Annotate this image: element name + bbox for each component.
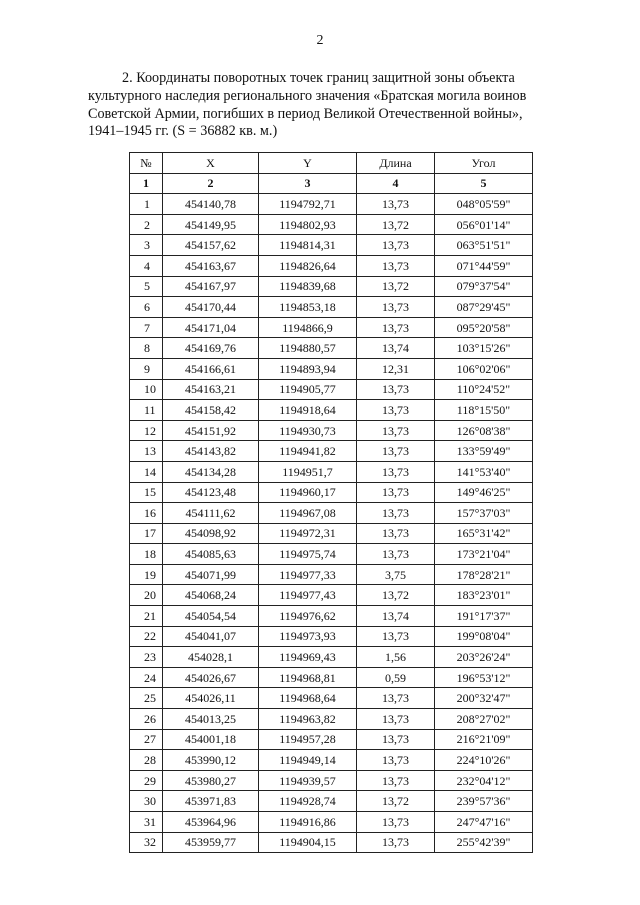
table-row (130, 338, 533, 359)
x-cell: 454098,92 (163, 523, 259, 544)
header-number: № (130, 153, 163, 174)
table-row (130, 214, 533, 235)
point-number-cell: 3 (130, 235, 163, 256)
length-cell: 13,72 (357, 276, 435, 297)
x-cell: 454054,54 (163, 606, 259, 627)
heading-line: Советской Армии, погибших в период Великой Отечественной войны», (88, 105, 523, 122)
length-cell: 13,74 (357, 338, 435, 359)
point-number-cell: 26 (130, 709, 163, 730)
table-row (130, 441, 533, 462)
table-row (130, 791, 533, 812)
length-cell: 13,73 (357, 482, 435, 503)
angle-cell: 141°53'40" (435, 461, 533, 482)
document-heading (88, 70, 580, 141)
table-row (130, 544, 533, 565)
x-cell: 454068,24 (163, 585, 259, 606)
x-cell: 453980,27 (163, 770, 259, 791)
x-cell: 454013,25 (163, 709, 259, 730)
angle-cell: 056°01'14" (435, 214, 533, 235)
x-cell: 453959,77 (163, 832, 259, 853)
point-number-cell: 28 (130, 750, 163, 771)
x-cell: 454166,61 (163, 358, 259, 379)
y-cell: 1194968,64 (259, 688, 357, 709)
y-cell: 1194928,74 (259, 791, 357, 812)
table-row (130, 358, 533, 379)
table-row (130, 647, 533, 668)
length-cell: 13,73 (357, 255, 435, 276)
point-number-cell: 7 (130, 317, 163, 338)
x-cell: 454158,42 (163, 400, 259, 421)
length-cell: 13,73 (357, 523, 435, 544)
angle-cell: 087°29'45" (435, 297, 533, 318)
length-cell: 13,73 (357, 379, 435, 400)
point-number-cell: 5 (130, 276, 163, 297)
point-number-cell: 8 (130, 338, 163, 359)
x-cell: 454163,67 (163, 255, 259, 276)
x-cell: 453990,12 (163, 750, 259, 771)
point-number-cell: 19 (130, 564, 163, 585)
angle-cell: 079°37'54" (435, 276, 533, 297)
table-row (130, 564, 533, 585)
y-cell: 1194957,28 (259, 729, 357, 750)
angle-cell: 110°24'52" (435, 379, 533, 400)
angle-cell: 200°32'47" (435, 688, 533, 709)
column-number: 5 (435, 173, 533, 194)
x-cell: 454123,48 (163, 482, 259, 503)
y-cell: 1194916,86 (259, 812, 357, 833)
x-cell: 454071,99 (163, 564, 259, 585)
point-number-cell: 22 (130, 626, 163, 647)
length-cell: 13,73 (357, 420, 435, 441)
point-number-cell: 2 (130, 214, 163, 235)
angle-cell: 224°10'26" (435, 750, 533, 771)
angle-cell: 103°15'26" (435, 338, 533, 359)
length-cell: 13,73 (357, 441, 435, 462)
table-header-row (130, 153, 533, 174)
heading-line: 2. Координаты поворотных точек границ защитной зоны объекта (122, 70, 515, 86)
point-number-cell: 17 (130, 523, 163, 544)
length-cell: 13,73 (357, 461, 435, 482)
header-x: X (163, 153, 259, 174)
point-number-cell: 11 (130, 400, 163, 421)
x-cell: 454170,44 (163, 297, 259, 318)
y-cell: 1194977,33 (259, 564, 357, 585)
table-row (130, 832, 533, 853)
length-cell: 13,72 (357, 791, 435, 812)
x-cell: 454026,11 (163, 688, 259, 709)
length-cell: 13,73 (357, 709, 435, 730)
angle-cell: 165°31'42" (435, 523, 533, 544)
point-number-cell: 25 (130, 688, 163, 709)
length-cell: 13,73 (357, 317, 435, 338)
table-row (130, 235, 533, 256)
point-number-cell: 24 (130, 667, 163, 688)
length-cell: 13,73 (357, 194, 435, 215)
angle-cell: 157°37'03" (435, 503, 533, 524)
angle-cell: 095°20'58" (435, 317, 533, 338)
angle-cell: 071°44'59" (435, 255, 533, 276)
angle-cell: 216°21'09" (435, 729, 533, 750)
column-number: 2 (163, 173, 259, 194)
y-cell: 1194951,7 (259, 461, 357, 482)
coordinates-table (129, 152, 533, 853)
length-cell: 13,73 (357, 770, 435, 791)
x-cell: 454001,18 (163, 729, 259, 750)
length-cell: 13,74 (357, 606, 435, 627)
length-cell: 3,75 (357, 564, 435, 585)
y-cell: 1194802,93 (259, 214, 357, 235)
angle-cell: 063°51'51" (435, 235, 533, 256)
length-cell: 13,73 (357, 503, 435, 524)
table-row (130, 606, 533, 627)
table-row (130, 276, 533, 297)
point-number-cell: 18 (130, 544, 163, 565)
angle-cell: 247°47'16" (435, 812, 533, 833)
length-cell: 1,56 (357, 647, 435, 668)
point-number-cell: 16 (130, 503, 163, 524)
table-row (130, 503, 533, 524)
x-cell: 454149,95 (163, 214, 259, 235)
x-cell: 453971,83 (163, 791, 259, 812)
angle-cell: 173°21'04" (435, 544, 533, 565)
header-length: Длина (357, 153, 435, 174)
x-cell: 454163,21 (163, 379, 259, 400)
point-number-cell: 12 (130, 420, 163, 441)
table-row (130, 420, 533, 441)
length-cell: 12,31 (357, 358, 435, 379)
angle-cell: 126°08'38" (435, 420, 533, 441)
y-cell: 1194941,82 (259, 441, 357, 462)
column-number: 1 (130, 173, 163, 194)
point-number-cell: 31 (130, 812, 163, 833)
point-number-cell: 10 (130, 379, 163, 400)
table-row (130, 688, 533, 709)
y-cell: 1194930,73 (259, 420, 357, 441)
point-number-cell: 27 (130, 729, 163, 750)
length-cell: 13,73 (357, 832, 435, 853)
table-row (130, 770, 533, 791)
angle-cell: 149°46'25" (435, 482, 533, 503)
table-row (130, 255, 533, 276)
point-number-cell: 15 (130, 482, 163, 503)
angle-cell: 199°08'04" (435, 626, 533, 647)
length-cell: 13,73 (357, 688, 435, 709)
y-cell: 1194975,74 (259, 544, 357, 565)
length-cell: 13,72 (357, 214, 435, 235)
y-cell: 1194960,17 (259, 482, 357, 503)
angle-cell: 203°26'24" (435, 647, 533, 668)
heading-line: культурного наследия регионального значения «Братская могила воинов (88, 87, 527, 104)
column-number-row (130, 173, 533, 194)
x-cell: 454151,92 (163, 420, 259, 441)
table-row (130, 194, 533, 215)
y-cell: 1194939,57 (259, 770, 357, 791)
length-cell: 0,59 (357, 667, 435, 688)
y-cell: 1194918,64 (259, 400, 357, 421)
y-cell: 1194853,18 (259, 297, 357, 318)
column-number: 3 (259, 173, 357, 194)
y-cell: 1194905,77 (259, 379, 357, 400)
point-number-cell: 20 (130, 585, 163, 606)
table-row (130, 729, 533, 750)
table-row (130, 626, 533, 647)
point-number-cell: 1 (130, 194, 163, 215)
table-row (130, 709, 533, 730)
y-cell: 1194967,08 (259, 503, 357, 524)
y-cell: 1194904,15 (259, 832, 357, 853)
point-number-cell: 30 (130, 791, 163, 812)
length-cell: 13,73 (357, 750, 435, 771)
table-row (130, 317, 533, 338)
angle-cell: 255°42'39" (435, 832, 533, 853)
table-row (130, 379, 533, 400)
y-cell: 1194826,64 (259, 255, 357, 276)
x-cell: 454157,62 (163, 235, 259, 256)
y-cell: 1194976,62 (259, 606, 357, 627)
angle-cell: 178°28'21" (435, 564, 533, 585)
x-cell: 454028,1 (163, 647, 259, 668)
x-cell: 454171,04 (163, 317, 259, 338)
point-number-cell: 23 (130, 647, 163, 668)
point-number-cell: 32 (130, 832, 163, 853)
angle-cell: 191°17'37" (435, 606, 533, 627)
x-cell: 454111,62 (163, 503, 259, 524)
y-cell: 1194893,94 (259, 358, 357, 379)
point-number-cell: 9 (130, 358, 163, 379)
length-cell: 13,73 (357, 235, 435, 256)
length-cell: 13,73 (357, 297, 435, 318)
angle-cell: 048°05'59" (435, 194, 533, 215)
angle-cell: 239°57'36" (435, 791, 533, 812)
angle-cell: 118°15'50" (435, 400, 533, 421)
length-cell: 13,73 (357, 544, 435, 565)
table-row (130, 461, 533, 482)
angle-cell: 208°27'02" (435, 709, 533, 730)
angle-cell: 232°04'12" (435, 770, 533, 791)
x-cell: 453964,96 (163, 812, 259, 833)
length-cell: 13,73 (357, 812, 435, 833)
table-row (130, 750, 533, 771)
angle-cell: 183°23'01" (435, 585, 533, 606)
y-cell: 1194972,31 (259, 523, 357, 544)
length-cell: 13,73 (357, 729, 435, 750)
page-number: 2 (316, 33, 324, 48)
table-row (130, 523, 533, 544)
y-cell: 1194977,43 (259, 585, 357, 606)
table-row (130, 812, 533, 833)
y-cell: 1194949,14 (259, 750, 357, 771)
x-cell: 454085,63 (163, 544, 259, 565)
x-cell: 454134,28 (163, 461, 259, 482)
y-cell: 1194963,82 (259, 709, 357, 730)
table-row (130, 585, 533, 606)
length-cell: 13,72 (357, 585, 435, 606)
heading-line: 1941–1945 гг. (S = 36882 кв. м.) (88, 123, 278, 140)
table-row (130, 297, 533, 318)
y-cell: 1194973,93 (259, 626, 357, 647)
y-cell: 1194792,71 (259, 194, 357, 215)
x-cell: 454041,07 (163, 626, 259, 647)
table-row (130, 667, 533, 688)
header-y: Y (259, 153, 357, 174)
column-number: 4 (357, 173, 435, 194)
y-cell: 1194814,31 (259, 235, 357, 256)
length-cell: 13,73 (357, 400, 435, 421)
x-cell: 454169,76 (163, 338, 259, 359)
header-angle: Угол (435, 153, 533, 174)
table-row (130, 400, 533, 421)
x-cell: 454026,67 (163, 667, 259, 688)
y-cell: 1194968,81 (259, 667, 357, 688)
point-number-cell: 29 (130, 770, 163, 791)
point-number-cell: 6 (130, 297, 163, 318)
x-cell: 454143,82 (163, 441, 259, 462)
angle-cell: 133°59'49" (435, 441, 533, 462)
y-cell: 1194839,68 (259, 276, 357, 297)
x-cell: 454167,97 (163, 276, 259, 297)
y-cell: 1194969,43 (259, 647, 357, 668)
point-number-cell: 14 (130, 461, 163, 482)
x-cell: 454140,78 (163, 194, 259, 215)
point-number-cell: 21 (130, 606, 163, 627)
point-number-cell: 4 (130, 255, 163, 276)
y-cell: 1194880,57 (259, 338, 357, 359)
angle-cell: 106°02'06" (435, 358, 533, 379)
table-row (130, 482, 533, 503)
point-number-cell: 13 (130, 441, 163, 462)
length-cell: 13,73 (357, 626, 435, 647)
angle-cell: 196°53'12" (435, 667, 533, 688)
y-cell: 1194866,9 (259, 317, 357, 338)
